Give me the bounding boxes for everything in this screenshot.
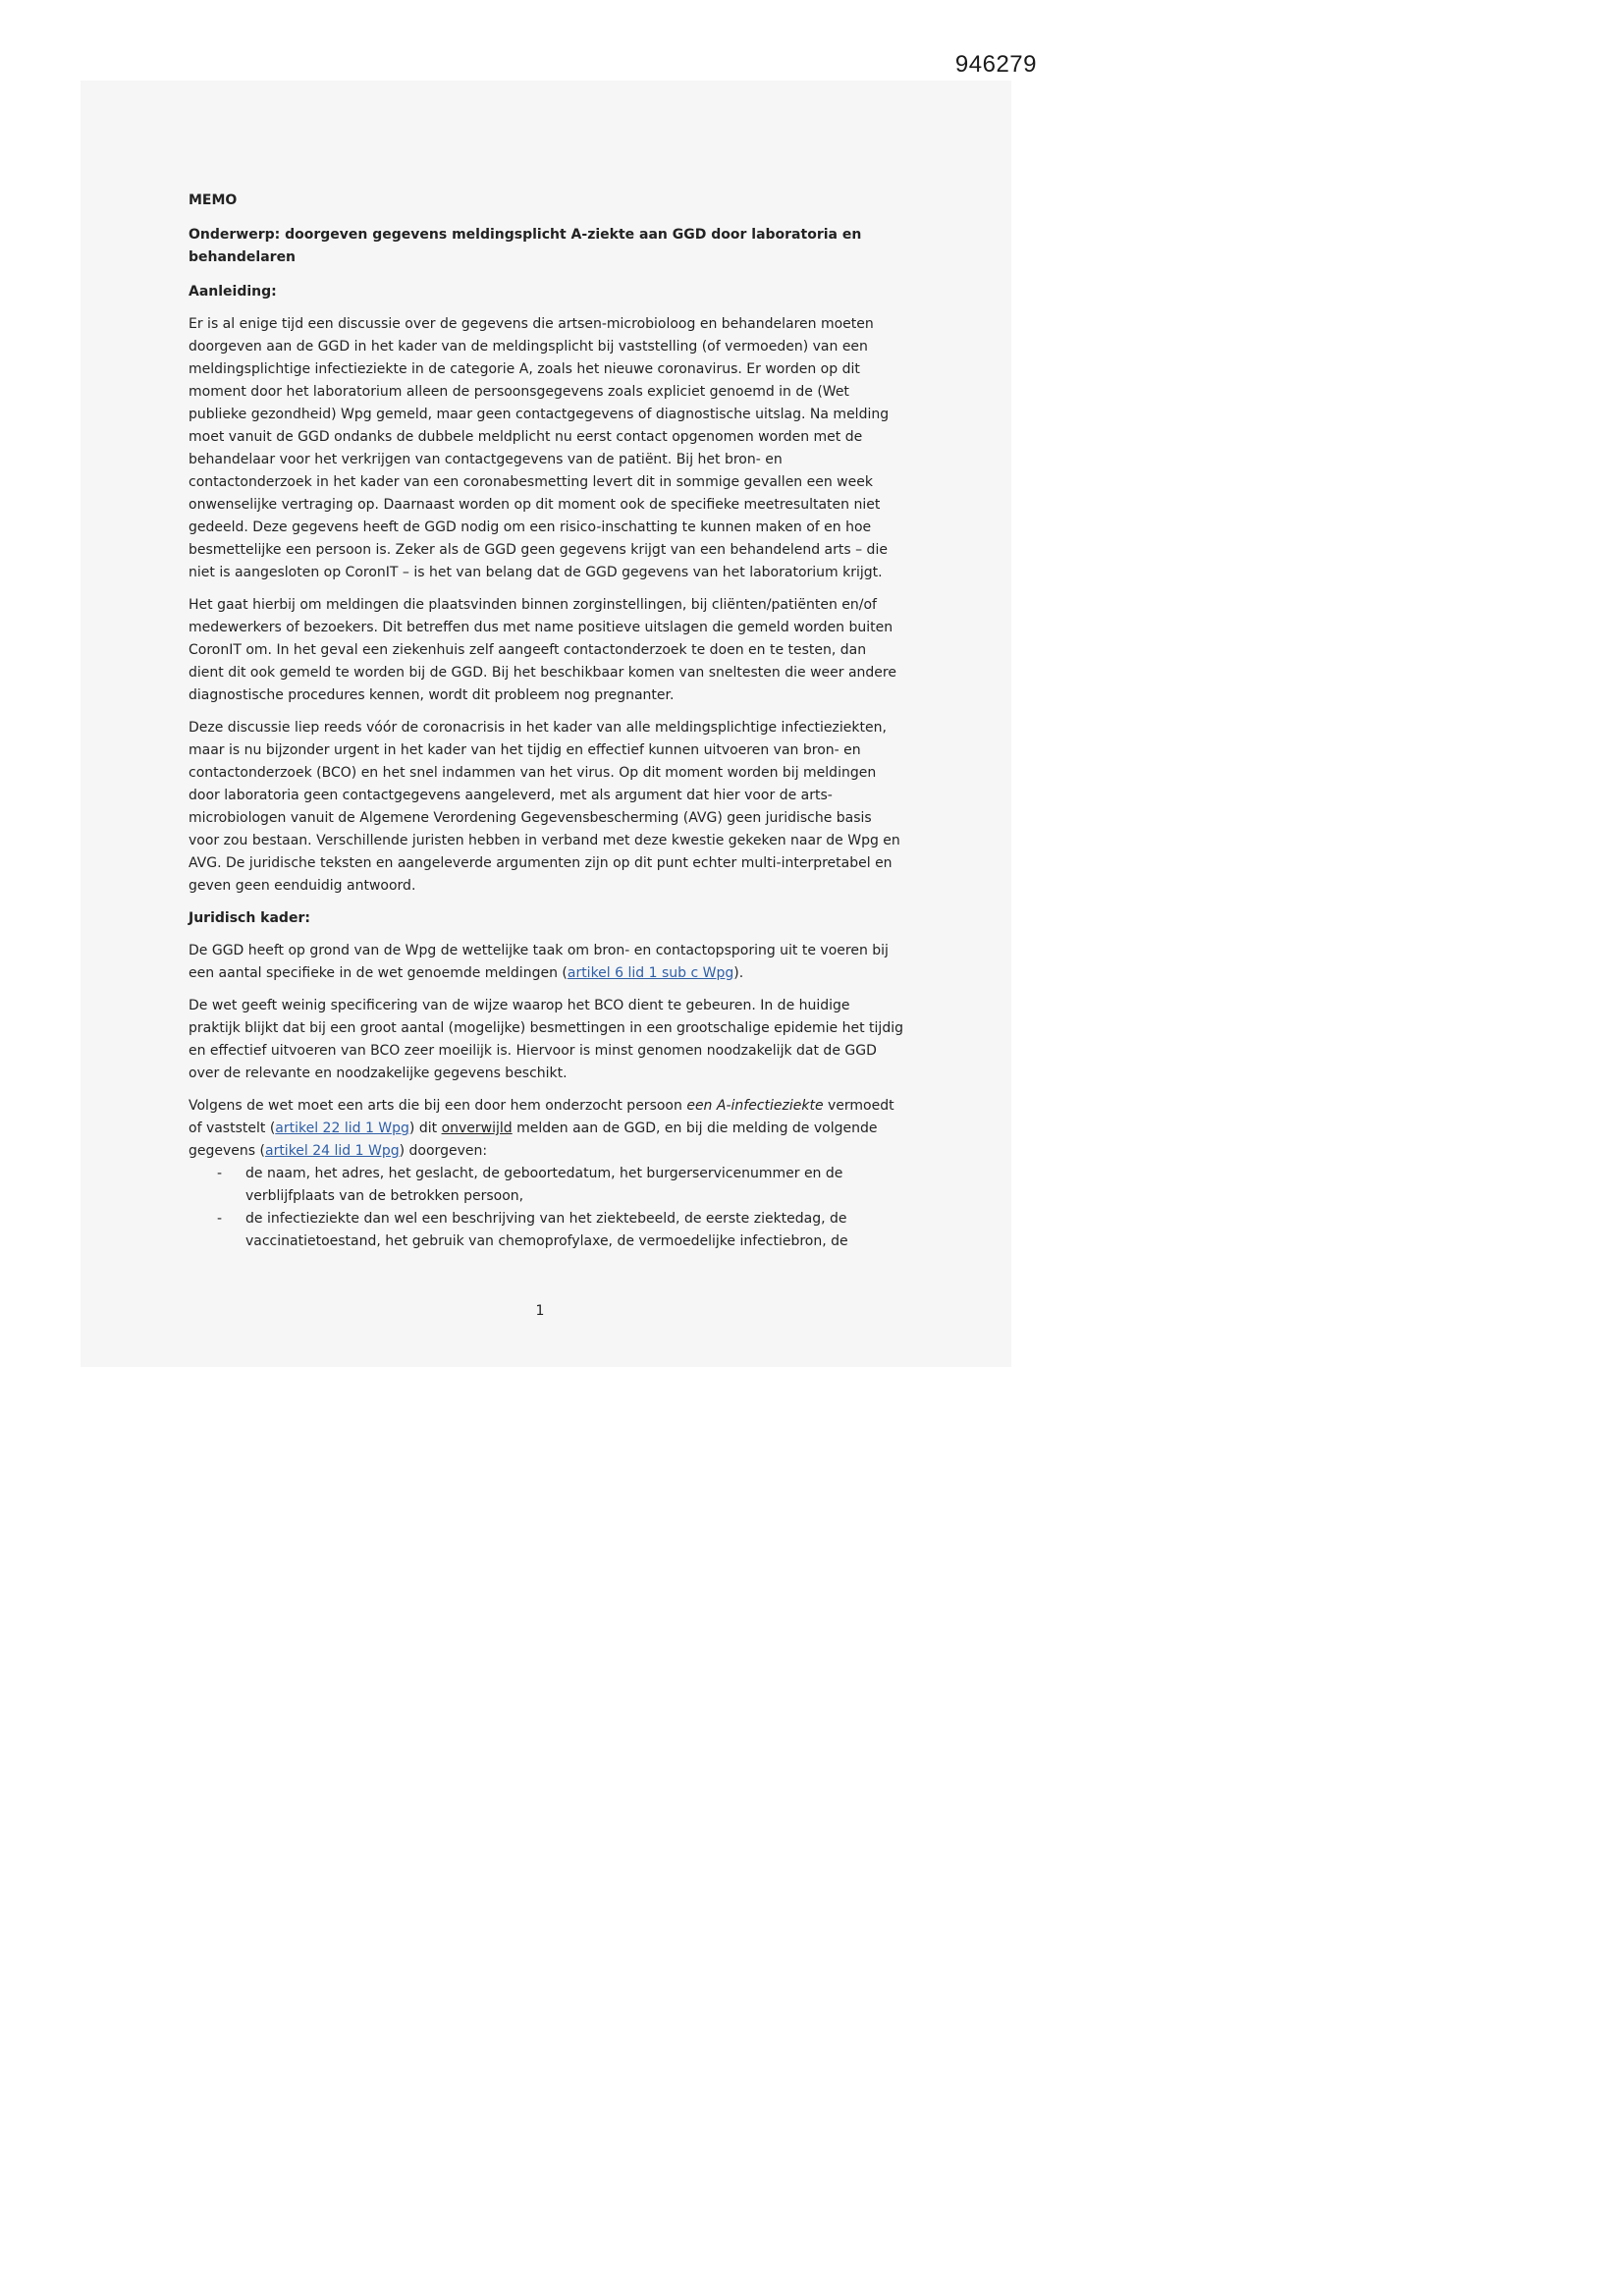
law-reference-link[interactable]: artikel 24 lid 1 Wpg xyxy=(264,1143,400,1159)
list-item-text: de infectieziekte dan wel een beschrijving van het ziektebeeld, de eerste ziektedag, de vaccinatietoestand, het gebruik van chemoprofylaxe, de vermoedelijke infectiebron, de xyxy=(245,1211,848,1249)
page-number: 1 xyxy=(535,1303,545,1319)
paragraph: Deze discussie liep reeds vóór de coronacrisis in het kader van alle meldingsplichtige infectieziekten, maar is nu bijzonder urgent in het kader van het tijdig en effectief kunnen uitvoeren van bron- en contactonderzoek (BCO) en het snel indammen van het virus. Op dit moment worden bij meldingen door laboratoria geen contactgegevens aangeleverd, met als argument dat hier voor de arts-microbiologen vanuit de Algemene Verordening Gegevensbescherming (AVG) geen juridische basis voor zou bestaan. Verschillende juristen hebben in verband met deze kwestie gekeken naar de Wpg en AVG. De juridische teksten en aangeleverde argumenten zijn op dit punt echter multi-interpretabel en geven geen eenduidig antwoord. xyxy=(189,720,900,894)
list-item-text: de naam, het adres, het geslacht, de geboortedatum, het burgerservicenummer en de verblijfplaats van de betrokken persoon, xyxy=(245,1166,843,1204)
list-item xyxy=(189,1163,905,1208)
paragraph-text: melden aan de GGD, en bij die melding de volgende gegevens ( xyxy=(189,1121,878,1159)
paragraph-text: ). xyxy=(733,965,744,981)
section-heading-aanleiding: Aanleiding: xyxy=(189,284,277,300)
paragraph xyxy=(189,1095,905,1163)
bullet-marker: - xyxy=(217,1211,223,1227)
underlined-text: onverwijld xyxy=(441,1121,513,1136)
list-item xyxy=(189,1208,905,1253)
memo-label: MEMO xyxy=(189,192,238,208)
paragraph-text: ) dit xyxy=(408,1121,442,1136)
paragraph: Het gaat hierbij om meldingen die plaatsvinden binnen zorginstellingen, bij cliënten/patiënten en/of medewerkers of bezoekers. Dit betreffen dus met name positieve uitslagen die gemeld worden buiten CoronIT om. In het geval een ziekenhuis zelf aangeeft contactonderzoek te doen en te testen, dan dient dit ook gemeld te worden bij de GGD. Bij het beschikbaar komen van sneltesten die weer andere diagnostische procedures kennen, wordt dit probleem nog pregnanter. xyxy=(189,597,896,703)
law-reference-link[interactable]: artikel 22 lid 1 Wpg xyxy=(275,1121,409,1136)
bullet-marker: - xyxy=(217,1166,223,1181)
paragraph-text: vermoedt of vaststelt ( xyxy=(189,1098,894,1136)
paragraph: De wet geeft weinig specificering van de wijze waarop het BCO dient te gebeuren. In de huidige praktijk blijkt dat bij een groot aantal (mogelijke) besmettingen in een grootschalige epidemie het tijdig en effectief uitvoeren van BCO zeer moeilijk is. Hiervoor is minst genomen noodzakelijk dat de GGD over de relevante en noodzakelijke gegevens beschikt. xyxy=(189,998,903,1081)
paragraph-text: Volgens de wet moet een arts die bij een door hem onderzocht persoon xyxy=(189,1098,687,1114)
memo-subject: Onderwerp: doorgeven gegevens meldingsplicht A-ziekte aan GGD door laboratoria en behandelaren xyxy=(189,227,862,265)
paragraph-text: De GGD heeft op grond van de Wpg de wettelijke taak om bron- en contactopsporing uit te voeren bij een aantal specifieke in de wet genoemde meldingen ( xyxy=(189,943,889,981)
paragraph: Er is al enige tijd een discussie over de gegevens die artsen-microbioloog en behandelaren moeten doorgeven aan de GGD in het kader van de meldingsplicht bij vaststelling (of vermoeden) van een meldingsplichtige infectieziekte in de categorie A, zoals het nieuwe coronavirus. Er worden op dit moment door het laboratorium alleen de persoonsgegevens zoals expliciet genoemd in de (Wet publieke gezondheid) Wpg gemeld, maar geen contactgegevens of diagnostische uitslag. Na melding moet vanuit de GGD ondanks de dubbele meldplicht nu eerst contact opgenomen worden met de behandelaar voor het verkrijgen van contactgegevens van de patiënt. Bij het bron- en contactonderzoek in het kader van een coronabesmetting levert dit in sommige gevallen een week onwenselijke vertraging op. Daarnaast worden op dit moment ook de specifieke meetresultaten niet gedeeld. Deze gegevens heeft de GGD nodig om een risico-inschatting te kunnen maken of en hoe besmettelijke een persoon is. Zeker als de GGD geen gegevens krijgt van een behandelend arts – die niet is aangesloten op CoronIT – is het van belang dat de GGD gegevens van het laboratorium krijgt. xyxy=(189,316,890,580)
document-id: 946279 xyxy=(954,51,1037,78)
law-reference-link[interactable]: artikel 6 lid 1 sub c Wpg xyxy=(567,965,734,981)
memo-content xyxy=(189,190,905,1253)
bullet-list xyxy=(189,1163,905,1253)
paragraph xyxy=(189,940,905,985)
section-heading-juridisch-kader: Juridisch kader: xyxy=(189,910,310,926)
paragraph-text: ) doorgeven: xyxy=(399,1143,488,1159)
emphasized-text: een A-infectieziekte xyxy=(686,1098,824,1114)
